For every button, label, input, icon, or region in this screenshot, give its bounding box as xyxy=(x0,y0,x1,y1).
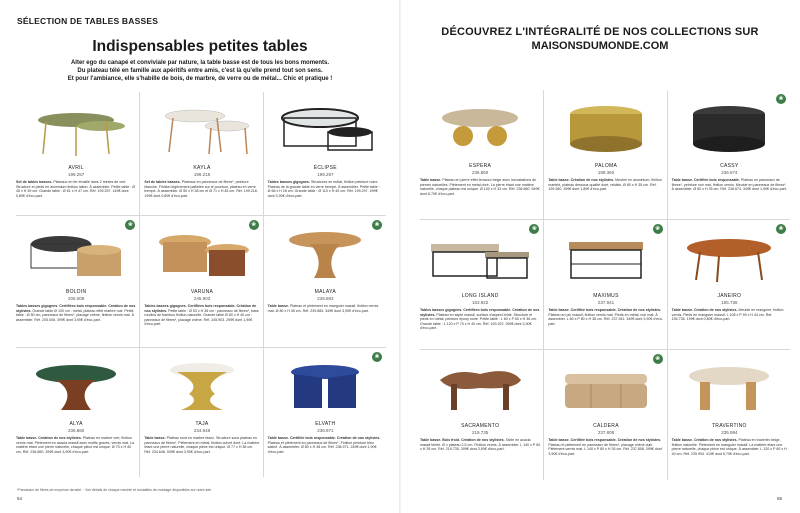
product-card[interactable] xyxy=(667,220,790,350)
product-description-lead: Set de tables basses. xyxy=(144,180,181,184)
product-description-body: Table en acacia massif teinté. Ø x plateau 2,5 cm. Finition vernis. À assembler. L 140 x P 60 x H 35 cm. Réf. 219.735. 399€ dont 3,90€ d'éco-part. xyxy=(420,438,541,452)
product-card[interactable] xyxy=(263,92,386,216)
product-description-body: Meuble en manguier, finition vernis. Pieds en manguier massif. L 108 x P 59 x H 44 cm. Réf. 155.736. 199€ dont 0,80€ d'éco-part. xyxy=(671,308,784,322)
product-description-body: Plateau en pin massif, finition vernis mat. Pieds en métal, noir mat. À assembler. L 80 x P 80 x H 38 cm. Réf. 237.941. 349€ dont 3,90€ d'éco-part. xyxy=(548,312,664,326)
product-image[interactable] xyxy=(144,218,259,286)
intro-line: Et pour l'ambiance, elle s'habille de bois, de marbre, de verre ou de métal... Chic et pratique ! xyxy=(67,76,333,82)
product-card[interactable] xyxy=(667,90,790,220)
product-description-lead: Tables basses gigognes. Certifiées bois responsable. Création de nos stylistes. xyxy=(16,304,136,313)
intro-text xyxy=(30,59,370,83)
product-image[interactable] xyxy=(268,350,383,418)
product-image[interactable] xyxy=(268,218,383,286)
product-name: MAXIMUS xyxy=(593,293,619,299)
product-ref: 236.971 xyxy=(317,428,334,433)
product-ref: 163.922 xyxy=(472,300,489,305)
product-description xyxy=(420,178,540,196)
product-description xyxy=(548,308,663,326)
product-name: AVRIL xyxy=(68,165,84,171)
intro-line: Alter ego du canapé et conviviale par nature, la table basse est de tous les bons moments. xyxy=(70,60,330,66)
product-name: SACRAMENTO xyxy=(461,423,500,429)
coffee-table-illustration xyxy=(425,354,535,418)
promo-website-link[interactable]: MAISONSDUMONDE.COM xyxy=(531,40,669,52)
product-image[interactable] xyxy=(672,92,787,160)
product-name: TRAVERTINO xyxy=(711,423,747,429)
product-description-lead: Table basse. Certifiée bois responsable. Création de nos stylistes. xyxy=(548,308,662,312)
leaf-icon: ❀ xyxy=(372,220,382,230)
product-image[interactable] xyxy=(420,222,540,290)
product-name: TAJA xyxy=(195,421,209,427)
coffee-table-illustration xyxy=(270,96,380,160)
product-card[interactable] xyxy=(16,92,139,216)
product-description xyxy=(420,438,540,452)
product-description xyxy=(548,438,663,456)
product-description-body: Plateau en panneaux de fibres*, peinture noir mat, finition vernis. Meuble en panneaux de fibres*. À assembler. Ø 80 x H 35 cm. Réf. 236.674. 349€ dont 1,90€ d'éco-part. xyxy=(671,178,787,192)
product-description-body: Plateau et piètement en panneaux de fibres*. Finition peinture bleu satiné. À assembler. Ø 80 x H 38 cm. Réf. 236.971. 249€ dont 1,90€ d'éco-part. xyxy=(267,440,377,454)
product-ref: 245.903 xyxy=(193,296,211,301)
product-ref: 155.736 xyxy=(721,300,738,305)
product-card[interactable] xyxy=(420,220,543,350)
product-image[interactable] xyxy=(16,218,136,286)
product-name: LONG ISLAND xyxy=(461,293,499,299)
product-image[interactable] xyxy=(16,350,136,418)
product-description-body: Plateau et piètement en manguier massif, finition vernis mat. Ø 80 x H 45 cm. Réf. 239.883. 349€ dont 3,90€ d'éco-part. xyxy=(267,304,379,313)
product-description-body: Petite table : Ø 53 x H 36 cm : panneaux de fibres*, base rondins de bambou finition naturelle. Grande table Ø 80 x H 40 cm : panneaux de fibres*, placage chêne. Réf. 245.903. 299€ dont 1,90€ d'éco-part. xyxy=(144,308,259,327)
product-description xyxy=(672,178,787,192)
product-description-body: Plateau rond en marbre blanc. Structure sous plateau en panneaux de fibres*. Piètement en métal, finition cuivré doré. La matière étant une pierre naturelle, chaque pièce est unique. Ø 77 x H 38 cm. Réf. 234.648. 539€ dont 3,90€ d'éco-part. xyxy=(144,436,260,454)
product-description xyxy=(672,308,787,322)
product-description-body: Structures en métal, finition peinture noire. Plateau de la grande table en verre trempé. À assembler. Petite table : Ø 66 x H 28 cm. Grande table : Ø 110 x H 40 cm. Réf. 199.297. 499€ dont 3,90€ d'éco-part. xyxy=(267,180,380,198)
promo-banner xyxy=(400,26,800,52)
product-ref: 199.360 xyxy=(597,170,615,175)
coffee-table-illustration xyxy=(551,354,661,418)
product-card[interactable] xyxy=(139,348,262,477)
product-image[interactable] xyxy=(672,222,787,290)
product-card[interactable] xyxy=(139,92,262,216)
product-name: CASSY xyxy=(720,163,739,169)
product-description xyxy=(16,436,136,454)
product-description xyxy=(144,436,259,454)
product-image[interactable] xyxy=(420,352,540,420)
product-image[interactable] xyxy=(548,352,663,420)
product-description-body: Plateau en pierre effet terrazzo beige avec incrustations de pierres naturelles. Piètement en métal doré. La pierre étant une matière naturelle, chaque plateau est unique. Ø 100 x H 33 cm. Réf. 236.860. 549€ dont 6,70€ d'éco-part. xyxy=(420,178,540,196)
product-ref: 205.008 xyxy=(68,296,85,301)
product-ref: 236.860 xyxy=(68,428,85,433)
product-description-lead: Table basse. Bois froid. Création de nos stylistes. xyxy=(420,438,505,442)
product-description-lead: Tables basses gigognes. Certifiées bois responsable. Création de nos stylistes. xyxy=(144,304,257,313)
product-description-body: Plateaux en panneaux de fibres*, peinture blanche. Finition légèrement pailletée sur le pourtour, plateau en verre trempé. À assembler. Ø 50 x H 38 cm et Ø 71 x H 45 cm. Réf. 199.218. 199€ dont 0,80€ d'éco-part. xyxy=(144,180,258,198)
product-description xyxy=(548,178,663,192)
coffee-table-illustration xyxy=(551,224,661,288)
footnote: *Panneaux de fibres de moyenne densité. · Voir détails de chaque meuble et modalités de montage disponibles sur notre site. xyxy=(17,488,212,492)
product-description-lead: Table basse. Certifiée bois responsable. Création de nos stylistes. xyxy=(548,438,662,442)
coffee-table-illustration xyxy=(425,224,535,288)
product-description-lead: Table basse. Certifiée bois responsable. xyxy=(671,178,740,182)
product-card[interactable] xyxy=(263,216,386,348)
product-grid-left xyxy=(16,92,386,477)
product-description xyxy=(672,438,787,456)
coffee-table-illustration xyxy=(21,352,131,416)
product-ref: 236.860 xyxy=(472,170,489,175)
product-description-lead: Tables basses gigognes. xyxy=(267,180,310,184)
page-headline: Indispensables petites tables xyxy=(92,38,308,55)
intro-line: Du plateau télé en famille aux apéritifs entre amis, c'est là qu'elle prend tout son sens. xyxy=(77,68,323,74)
product-description xyxy=(268,180,383,198)
product-ref: 199.257 xyxy=(68,172,85,177)
product-card[interactable] xyxy=(263,348,386,477)
product-description-lead: Set de tables basses. xyxy=(16,180,53,184)
coffee-table-illustration xyxy=(674,94,784,158)
leaf-icon: ❀ xyxy=(529,224,539,234)
product-name: ELVATH xyxy=(315,421,336,427)
product-ref: 199.297 xyxy=(317,172,334,177)
product-description xyxy=(144,180,259,198)
product-image[interactable] xyxy=(548,222,663,290)
product-ref: 219.735 xyxy=(472,430,489,435)
leaf-icon: ❀ xyxy=(653,354,663,364)
product-card[interactable] xyxy=(420,90,543,220)
product-description-lead: Table basse. xyxy=(267,304,289,308)
product-card[interactable] xyxy=(420,350,543,480)
product-description xyxy=(16,304,136,322)
product-description-body: Plateau en sapin massif, surface d'aspect brûlé. Structure et pieds en métal, peinture époxy noire. Petite table : L 60 x P 60 x H 36 cm. Grande table : L 120 x P 70 x H 40 cm. Réf. 163.922. 399€ dont 3,90€ d'éco-part. xyxy=(420,312,538,331)
product-description-body: Plateau et piètement en panneaux de fibres*, placage chêne clair. Piètement vernis mat. L 140 x P 60 x H 35 cm. Réf. 237.808. 399€ dont 3,90€ d'éco-part. xyxy=(548,442,662,456)
right-page xyxy=(400,0,800,513)
coffee-table-illustration xyxy=(147,220,257,284)
product-ref: 234.648 xyxy=(193,428,211,433)
product-image[interactable] xyxy=(16,94,136,162)
product-description-lead: Table basse. Certifiée bois responsable. Création de nos stylistes. xyxy=(267,436,381,440)
product-name: KAYLA xyxy=(193,165,211,171)
product-description-body: Plateaux en fer émaillé dans 2 teintes de vert. Structure et pieds en aluminium finition laiton. À assembler. Petite table : Ø 45 x H 39 cm. Grande table : Ø 61 x H 47 cm. Réf. 199.257. 149€ dont 0,80€ d'éco-part. xyxy=(16,180,136,198)
product-description xyxy=(268,436,383,454)
product-name: ÉCLIPSE xyxy=(313,165,337,171)
product-ref: 236.674 xyxy=(721,170,738,175)
coffee-table-illustration xyxy=(147,96,257,160)
product-ref: 237.808 xyxy=(597,430,615,435)
page-number: 54 xyxy=(17,496,23,501)
product-ref: 239.883 xyxy=(317,296,334,301)
product-name: JANEIRO xyxy=(717,293,742,299)
product-description-lead: Table basse. Création de nos stylistes. xyxy=(671,308,738,312)
product-description-lead: Table basse. xyxy=(144,436,166,440)
product-description-lead: Table basse. Création de nos stylistes. xyxy=(548,178,615,182)
product-image[interactable] xyxy=(672,352,787,420)
product-description-lead: Tables basses gigognes. Certifiées bois responsable. Création de nos stylistes. xyxy=(420,308,540,317)
product-description-lead: Table basse. Création de nos stylistes. xyxy=(16,436,82,440)
product-ref: 199.218 xyxy=(193,172,211,177)
product-description-body: Plateau en travertin beige, finition naturelle. Piètement en manguier massif. La matière étant une pierre naturelle, chaque pièce est unique. À assembler. L 120 x P 60 x H 40 cm. Réf. 235.994. 419€ dont 6,70€ d'éco-part. xyxy=(671,438,787,456)
product-description-lead: Table basse. Création de nos stylistes. xyxy=(671,438,738,442)
product-name: ESPERA xyxy=(469,163,492,169)
leaf-icon: ❀ xyxy=(776,94,786,104)
coffee-table-illustration xyxy=(147,352,257,416)
leaf-icon: ❀ xyxy=(653,224,663,234)
product-card[interactable] xyxy=(543,220,666,350)
product-card[interactable] xyxy=(139,216,262,348)
coffee-table-illustration xyxy=(674,224,784,288)
product-grid-right xyxy=(420,90,790,480)
coffee-table-illustration xyxy=(21,220,131,284)
product-image[interactable] xyxy=(548,92,663,160)
leaf-icon: ❀ xyxy=(776,224,786,234)
product-name: CALDERA xyxy=(593,423,619,429)
coffee-table-illustration xyxy=(21,96,131,160)
section-title: SÉLECTION DE TABLES BASSES xyxy=(17,16,159,26)
product-card[interactable] xyxy=(543,90,666,220)
leaf-icon: ❀ xyxy=(125,220,135,230)
product-image[interactable] xyxy=(268,94,383,162)
page-number: 55 xyxy=(777,496,783,501)
coffee-table-illustration xyxy=(425,94,535,158)
product-card[interactable] xyxy=(16,348,139,477)
product-name: ALYA xyxy=(69,421,83,427)
product-description-body: Plateau en marbre vert, finition vernis mat. Piètement en acacia massif avec motifs gravés, vernis mat. La matière étant une pierre naturelle, chaque pièce est unique. Ø 70 x H 40 cm. Réf. 236.860. 399€ dont 3,90€ d'éco-part. xyxy=(16,436,135,454)
product-card[interactable] xyxy=(543,350,666,480)
product-ref: 235.994 xyxy=(721,430,738,435)
product-image[interactable] xyxy=(144,350,259,418)
coffee-table-illustration xyxy=(270,352,380,416)
product-name: MALAYA xyxy=(314,289,336,295)
product-image[interactable] xyxy=(144,94,259,162)
product-description xyxy=(144,304,259,327)
product-name: BOLDIN xyxy=(65,289,87,295)
product-name: VARUNA xyxy=(190,289,214,295)
product-description xyxy=(16,180,136,198)
product-card[interactable] xyxy=(16,216,139,348)
coffee-table-illustration xyxy=(551,94,661,158)
product-description-body: Meuble en aluminium, finition martelé, plateau dessous qualité doré, rebâtis. Ø 80 x H 35 cm. Réf. 199.360. 399€ dont 1,80€ d'éco-part. xyxy=(548,178,662,192)
leaf-icon: ❀ xyxy=(372,352,382,362)
product-description-lead: Table basse. xyxy=(420,178,442,182)
product-description-body: Grande table Ø 100 cm : métal, plateau effet marbre noir. Petite table : Ø 80 cm, panneaux de fibres*, placage chêne, finition vernis mat. À assembler. Réf. 205.008. 399€ dont 3,90€ d'éco-part. xyxy=(16,308,135,322)
product-ref: 237.941 xyxy=(597,300,615,305)
product-description xyxy=(420,308,540,331)
leaf-icon: ❀ xyxy=(249,220,259,230)
coffee-table-illustration xyxy=(674,354,784,418)
promo-line: DÉCOUVREZ L'INTÉGRALITÉ DE NOS COLLECTIONS SUR xyxy=(441,26,759,38)
coffee-table-illustration xyxy=(270,220,380,284)
product-description xyxy=(268,304,383,313)
product-name: PALOMA xyxy=(594,163,618,169)
product-image[interactable] xyxy=(420,92,540,160)
product-card[interactable] xyxy=(667,350,790,480)
